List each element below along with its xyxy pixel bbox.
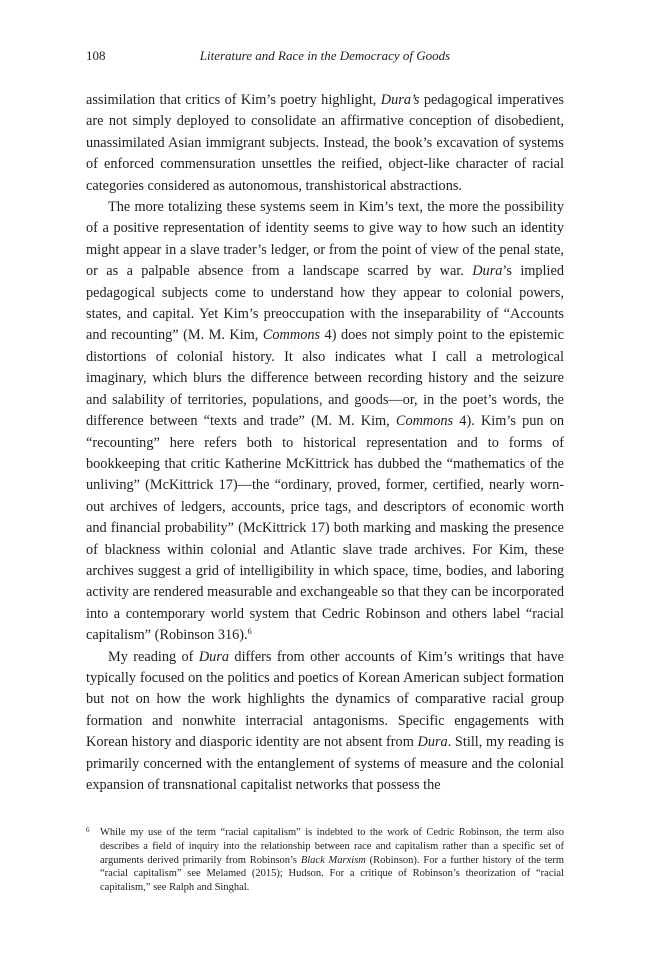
body-text — [86, 90, 564, 796]
p3-text-c: differs from other accounts of Kim’s writings that have typically focused on the politics and poetics of Korean American subject formation but not on how the work highlights the dynamics of comparative racial group formation and nonwhite interracial antagonisms. Specific engagements with Korean history and diasporic identity are not absent from — [86, 648, 564, 751]
running-title: Literature and Race in the Democracy of Goods — [199, 48, 451, 63]
p2-title-commons: Commons — [262, 327, 321, 344]
footnotes — [86, 826, 564, 895]
p1-text-a: assimilation that critics of Kim’s poetry highlight, — [86, 92, 381, 108]
footnote-text-c: (Robinson). For a further history of the term “racial capitalism” see Melamed (2015); Hudson. For a critique of Robinson’s theorization of “racial capitalism,” see Ralph and Singhal. — [100, 854, 565, 894]
p2-text-c: ’s implied pedagogical subjects come to understand how they appear to colonial powers, states, and capital. Yet Kim’s preoccupation with the inseparability of “Accounts and recounting” (M. M. Kim, — [86, 263, 564, 344]
paragraph-3 — [86, 647, 564, 797]
p2-text-g: 4). Kim’s pun on “recounting” here refers both to historical representation and to forms of bookkeeping that critic Katherine McKittrick has dubbed the “mathematics of the unliving” (McKittrick 17)—the “ordinary, proved, former, certified, nearly worn-out archives of ledgers, accounts, price tags, and descriptors of economic worth and financial probability” (McKittrick 17) both marking and masking the presence of blackness within colonial and Atlantic slave trade archives. For Kim, these archives suggest a grid of intelligibility in which space, time, bodies, and laboring activity are rendered measurable and exchangeable so that they can be incorporated into a contemporary world system that Cedric Robinson and others label “racial capitalism” (Robinson 316). — [86, 413, 564, 644]
page-number: 108 — [86, 48, 106, 63]
footnote-marker: 6 — [86, 826, 90, 834]
footnote-6 — [86, 826, 564, 895]
p2-text-e: 4) does not simply point to the epistemic distortions of colonial history. It also indicates what I call a metrological imaginary, which blurs the difference between recording history and the seizure and salability of territories, populations, and goods—or, in the poet’s words, the difference between “texts and trade” (M. M. Kim, — [86, 327, 565, 430]
p3-title-dura-2: Dura — [417, 734, 448, 751]
footnote-reference[interactable]: 6 — [247, 627, 252, 637]
p2-text-a: The more totalizing these systems seem in Kim’s text, the more the possibility of a positive representation of identity seems to give way to how such an identity might appear in a slave trader’s ledger, or from the point of view of the penal state, or as a palpable absence from a landscape scarred by war. — [86, 199, 564, 280]
paragraph-2 — [86, 197, 564, 647]
running-head — [86, 47, 564, 65]
footnote-title-black-marxism: Black Marxism — [300, 854, 366, 866]
p2-title-dura: Dura — [472, 263, 503, 280]
p1-text-c: pedagogical imperatives are not simply deployed to consolidate an affirmative conception of disobedient, unassimilated Asian immigrant subjects. Instead, the book’s excavation of systems of enforced commensuration unsettles the reified, object-like character of racial categories considered as autonomous, transhistorical abstractions. — [86, 92, 564, 194]
p1-title-dura: Dura’s — [380, 92, 420, 108]
p3-title-dura: Dura — [198, 648, 230, 665]
p3-text-e: . Still, my reading is primarily concerned with the entanglement of systems of measure and the colonial expansion of transnational capitalist networks that possess the — [86, 734, 564, 793]
p2-title-commons-2: Commons — [395, 413, 454, 430]
paragraph-1 — [86, 90, 564, 197]
p3-text-a: My reading of — [108, 648, 199, 665]
footnote-text-a: While my use of the term “racial capitalism” is indebted to the work of Cedric Robinson, the term also describes a field of inquiry into the relationship between race and capitalism rather than a specific set of arguments derived primarily from Robinson’s — [100, 827, 564, 866]
